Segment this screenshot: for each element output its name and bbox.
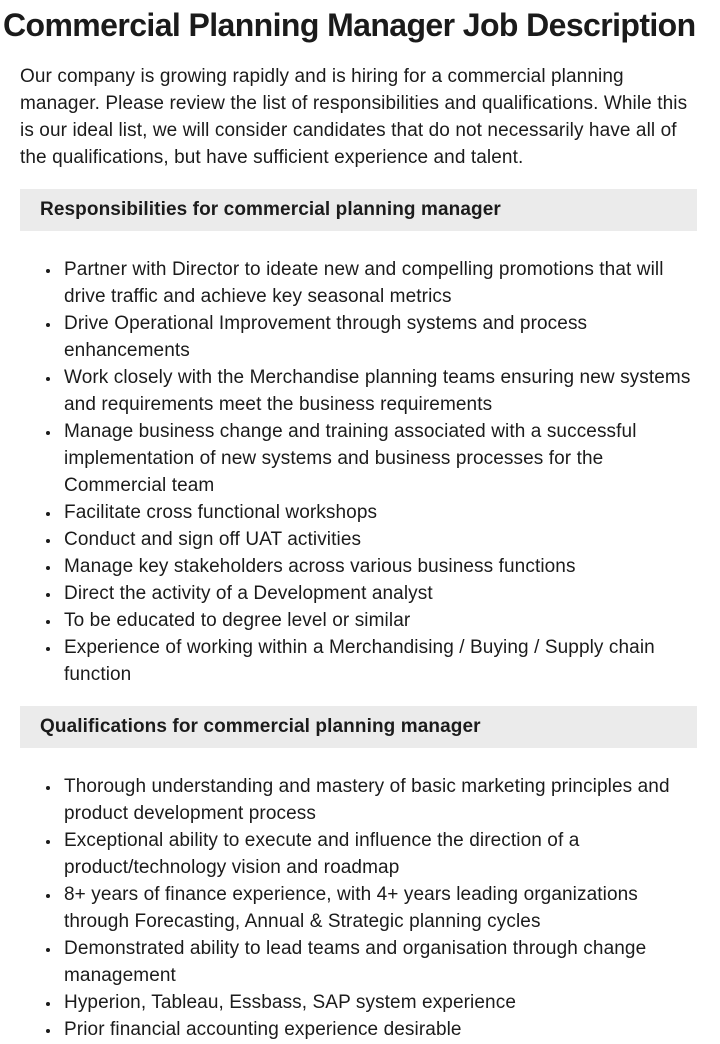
list-item: • Manage business change and training associated with a successful implementation of new systems and business processes for the Commercial team [61,418,697,499]
responsibilities-list [20,256,697,688]
qualifications-list [20,773,697,1043]
list-item: • Drive Operational Improvement through systems and process enhancements [61,310,697,364]
section-qualifications [0,706,720,1043]
list-item: • Direct the activity of a Development analyst [61,580,697,607]
list-item: • Demonstrated ability to lead teams and organisation through change management [61,935,697,989]
qualifications-heading: Qualifications for commercial planning manager [20,706,697,748]
list-item: • Exceptional ability to execute and influence the direction of a product/technology vision and roadmap [61,827,697,881]
list-item: • To be educated to degree level or similar [61,607,697,634]
list-item: • Hyperion, Tableau, Essbass, SAP system experience [61,989,697,1016]
intro-paragraph: Our company is growing rapidly and is hiring for a commercial planning manager. Please review the list of responsibilities and qualifications. While this is our ideal list, we will consider candidates that do not necessarily have all of the qualifications, but have sufficient experience and talent. [20,66,688,168]
list-item: • Prior financial accounting experience desirable [61,1016,697,1043]
list-item: • Work closely with the Merchandise planning teams ensuring new systems and requirements meet the business requirements [61,364,697,418]
list-item: • Conduct and sign off UAT activities [61,526,697,553]
list-item: • Facilitate cross functional workshops [61,499,697,526]
list-item: • Thorough understanding and mastery of basic marketing principles and product development process [61,773,697,827]
list-item: • 8+ years of finance experience, with 4+ years leading organizations through Forecasting, Annual & Strategic planning cycles [61,881,697,935]
section-responsibilities [0,189,720,688]
responsibilities-heading: Responsibilities for commercial planning manager [20,189,697,231]
list-item: • Partner with Director to ideate new and compelling promotions that will drive traffic and achieve key seasonal metrics [61,256,697,310]
list-item: • Experience of working within a Merchandising / Buying / Supply chain function [61,634,697,688]
list-item: • Manage key stakeholders across various business functions [61,553,697,580]
page-title: Commercial Planning Manager Job Description [3,7,696,43]
